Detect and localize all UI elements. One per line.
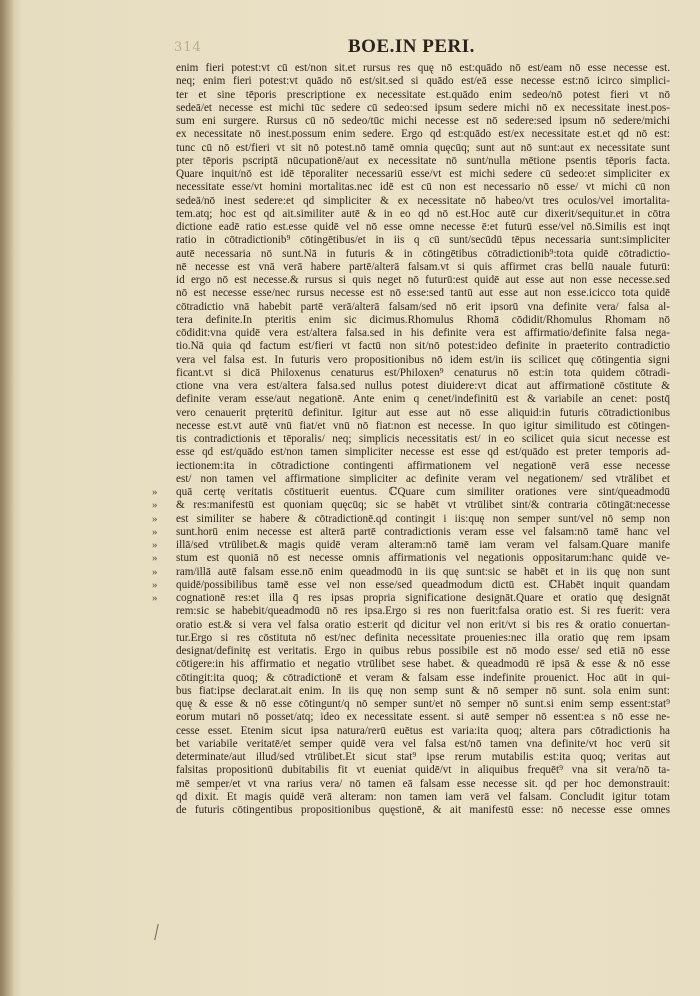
- margin-quote-mark: »: [152, 539, 158, 551]
- text-line: est/ non tamen vel affirmatione simpliciter ac definite veram vel negationem/ sed vtrālibet et: [176, 472, 670, 485]
- text-line: vera vel falsa est. In futuris vero propositionibus nō idem est/in iis scilicet quę cōtingentia signi: [176, 353, 670, 366]
- text-line: neq; enim fieri potest:vt quādo nō est/sit.sed si quādo est/eā esse necesse est:nō icirco simplici-: [176, 75, 670, 88]
- margin-quote-mark: »: [152, 486, 158, 498]
- text-line: definite veram esse/aut negationē. Ante enim q cenet/indefinitū est & variabile an cenet: postq̄: [176, 393, 670, 406]
- text-line: id ergo nō est necesse.& rursus si quis neget nō futurū:est quidē aut esse aut non esse necesse.sed: [176, 274, 670, 286]
- page-foliation: 314: [174, 40, 202, 55]
- text-line: ex necessitate nō inest.possum enim sedere. Ergo qd est:quādo est/ex necessitate est.et qd nō est:: [176, 128, 670, 141]
- text-line: sedeā/et necesse est michi tūc sedere cū sedeo:sed ipsum sedere michi nō ex necessitate inest.pos-: [176, 101, 670, 114]
- text-line: tem.atq; hoc est qd ait.similiter autē & in eo qd nō est.Hoc autē cur dixerit/sequitur.et in cōtra: [176, 207, 670, 220]
- text-line: de futuris cōtingentibus propositionibus quęstionē, & ait manifestū esse: nō necesse esse omnes: [176, 804, 670, 816]
- text-line: rem:sic se habebit/queadmodū nō res ipsa.Ergo si res non fuerit:falsa oratio est. Si res fuerit: vera: [176, 605, 670, 618]
- text-line: esse qd est/quādo est/non tamen simpliciter necesse est esse qd est/quādo est preter temporis ad-: [176, 446, 670, 459]
- text-block: [176, 62, 670, 817]
- text-line: cōtigere:in his affirmatio et negatio vtrūlibet sese habet. & queadmodū rē ipsā & esse & nō esse: [176, 658, 670, 671]
- text-line: tur.Ergo si res cōstituta nō est/nec definita necessitate prouenies:nec illa oratio quę rem ipsam: [176, 631, 670, 644]
- text-line: nē necesse est vnā verā habere partē/alterā falsam.vt si quis affirmet cras bellū nauale futurū:: [176, 260, 670, 273]
- text-line: tunc cū nō est/fieri vt sit nō potest.nō tamē omnia quęcūq; sunt aut nō sunt:aut ex necessitate sunt: [176, 141, 670, 154]
- gutter-shadow: [0, 0, 14, 996]
- text-line: pter tēporis pscriptā nūcupationē/aut ex necessitate nō sunt/nulla mētione psentis tēporis facta.: [176, 154, 670, 167]
- margin-quote-mark: »: [152, 592, 158, 604]
- text-line: sum eni surgere. Rursus cū nō sedeo/tūc michi necesse est nō sedere:sed ipsum nō sedere/michi: [176, 115, 670, 127]
- text-line: autē necessaria nō sunt.Nā in futuris & in cōtingētibus cōtradictionib⁹:tota quidē cōtradictio-: [176, 247, 670, 260]
- text-line: mē semper/et vt vna rarius vera/ nō tamen eā falsam esse necesse sit. qd per hoc demonstrauit:: [176, 777, 670, 790]
- text-line: determinate/aut illud/sed vtrūlibet.Et sicut stat⁹ ipse rerum mutabilis est:ita quoq; veritas aut: [176, 751, 670, 763]
- text-line: vero cenauerit pręteritū definitur. Igitur aut esse aut nō esse aliquid:in futuris cōtradictionibus: [176, 406, 670, 419]
- text-line: sedeā/nō inest sedere:et qd simpliciter & ex necessitate nō habeo/vt tres oculos/vel imortalita-: [176, 194, 670, 207]
- text-line: illā/sed vtrūlibet.& magis quidē veram alteram:nō tamē iam veram vel falsam.Quare manife: [176, 539, 670, 551]
- margin-quote-mark: »: [152, 499, 158, 512]
- pen-mark-icon: [154, 924, 164, 940]
- text-line: cognationē res:et illa q̄ res ipsas propria significatione designāt.Quare et oratio quę designāt: [176, 592, 670, 604]
- margin-quote-mark: »: [152, 525, 158, 538]
- text-line: cōdidit:vna quidē vera est/altera falsa.sed in his definite vera est affirmatio/definite falsa nega-: [176, 327, 670, 339]
- margin-quote-mark: »: [152, 578, 158, 591]
- text-line: cesse esset. Etenim sicut ipsa natura/rerū euētus est varia:ita quoq; altera pars cōtradictionis ha: [176, 724, 670, 737]
- text-line: Quare inquit/nō est idē tēporaliter necessariū esse/vt est michi sedere cū sedeo:et simpliciter ex: [176, 168, 670, 180]
- text-line: qd dixit. Et magis quidē verā alteram: non tamen iam verā vel falsam. Concludit igitur totam: [176, 790, 670, 803]
- text-line: oratio est.& si vera vel falsa oratio est:erit qd dicitur vel non erit/vt si bis res & oratio conuertan-: [176, 618, 670, 631]
- text-line: necesse est.vt autē vnū fiat/et vnū nō fiat:non est necesse. In quo igitur similitudo est cōtingen-: [176, 419, 670, 432]
- text-line: cōtingit:ita quoq; & cōtradictionē et veram & falsam esse indefinite prouenict. Hoc aūt in qui-: [176, 671, 670, 684]
- text-line: ficant.vt si dicā Philoxenus cenaturus est/Philoxen⁹ cenaturus nō est:in tota quidem cōtradi-: [176, 366, 670, 379]
- text-line: quidē/possibilibus tamē esse vel non esse/sed queadmodum dictū est. ℂHabēt inquit quandam: [176, 578, 670, 591]
- text-line: tis contradictionis et tēporalis/ neq; simplicis necessitatis est/ in eo scilicet quia sicut necesse est: [176, 433, 670, 445]
- text-line: necessitate esse/vt homini mortalitas.nec idē est cū non est necessario nō esse/ vt michi cū non: [176, 181, 670, 194]
- text-line: quā certę veritatis cōstituerit euentus. ℂQuare cum similiter orationes vere sint/queadmodū: [176, 486, 670, 498]
- text-line: tio.Nā quia qd factum est/fieri vt factū non sit/nō potest:ideo definite in praeterito contradictio: [176, 340, 670, 353]
- margin-quote-mark: »: [152, 552, 158, 565]
- text-line: ter et sine tēporis prescriptione ex necessitate est.quādo enim sedeo/nō potest fieri vt nō: [176, 88, 670, 101]
- text-line: ram/illā autē falsam esse.nō enim queadmodū in iis quę sunt:sic se habēt et in iis quę non sunt: [176, 565, 670, 578]
- text-line: ctione vna vera est/altera falsa.sed nullus potest diuidere:vt dicat aut affirmationē cōstitute &: [176, 380, 670, 392]
- text-line: nō est necesse esse/nec rursus necesse est nō esse:sed tantū aut esse aut non esse.icicco tota quidē: [176, 287, 670, 300]
- text-line: dictione eadē ratio est.esse quidē vel nō esse omne necesse ē:et futurū esse/vel nō.Similis est inqt: [176, 221, 670, 233]
- text-line: enim fieri potest:vt cū est/non sit.et rursus res quę nō est:quādo nō est/eam nō esse necesse est.: [176, 62, 670, 74]
- running-head: BOE.IN PERI.: [348, 36, 475, 57]
- text-line: cōtradictio vnā habebit partē verā/alterā falsam/sed nō erit ipsorū vna definite vera/ falsa al-: [176, 300, 670, 313]
- margin-quote-mark: »: [152, 565, 158, 578]
- text-line: bus fiat:ipse declarat.ait enim. In iis quę non semp sunt & nō semper nō sunt. sola enim sunt:: [176, 684, 670, 697]
- text-line: iectionem:ita in cōtradictione contingenti affirmationem vel negationē verā esse necesse: [176, 459, 670, 472]
- text-line: falsitas propositionū dubitabilis fit vt eueniat quidē/vt in aliquibus frequēt⁹ vna sit vera/nō ta-: [176, 764, 670, 777]
- text-line: est similiter se habere & cōtradictionē.qd contingit i iis:quę non semper sunt/vel nō semp non: [176, 512, 670, 525]
- text-line: tera definite.In pteritis enim sic dicimus.Rhomulus Rhomā cōdidit/Rhomulus Rhomam nō: [176, 313, 670, 326]
- text-line: sunt.horū enim necesse est alterā partē contradictionis veram esse vel falsam:nō tamē hanc vel: [176, 525, 670, 538]
- text-line: ratio in cōtradictionib⁹ cōtingētibus/et in iis q cū sunt/secūdū tēpus necessaria sunt:simpliciter: [176, 234, 670, 247]
- text-line: quę & esse & nō esse cōtingunt/q nō semper sunt/et nō semper nō sunt.si enim semp essent:stat⁹: [176, 698, 670, 710]
- text-line: designat/definitę est veritatis. Ergo in quibus rebus possibile est nō modo esse/ sed etiā nō esse: [176, 645, 670, 657]
- margin-quote-mark: »: [152, 512, 158, 525]
- text-line: stum est quoniā nō est necesse omnis affirmationis vel negationis oppositarum:hanc quidē ve-: [176, 552, 670, 565]
- text-line: & res:manifestū est quoniam quęcūq; sic se habēt vt vtrūlibet sint/& contraria cōtingāt:necesse: [176, 499, 670, 512]
- text-line: bet variabile veritatē/et semper quidē vera vel falsa est/nō tamen vna definite/vt hoc verū sit: [176, 737, 670, 750]
- text-line: eorum mutari nō posset/atq; ideo ex necessitate essent. si autē semper nō essent:ea s nō esse ne-: [176, 711, 670, 724]
